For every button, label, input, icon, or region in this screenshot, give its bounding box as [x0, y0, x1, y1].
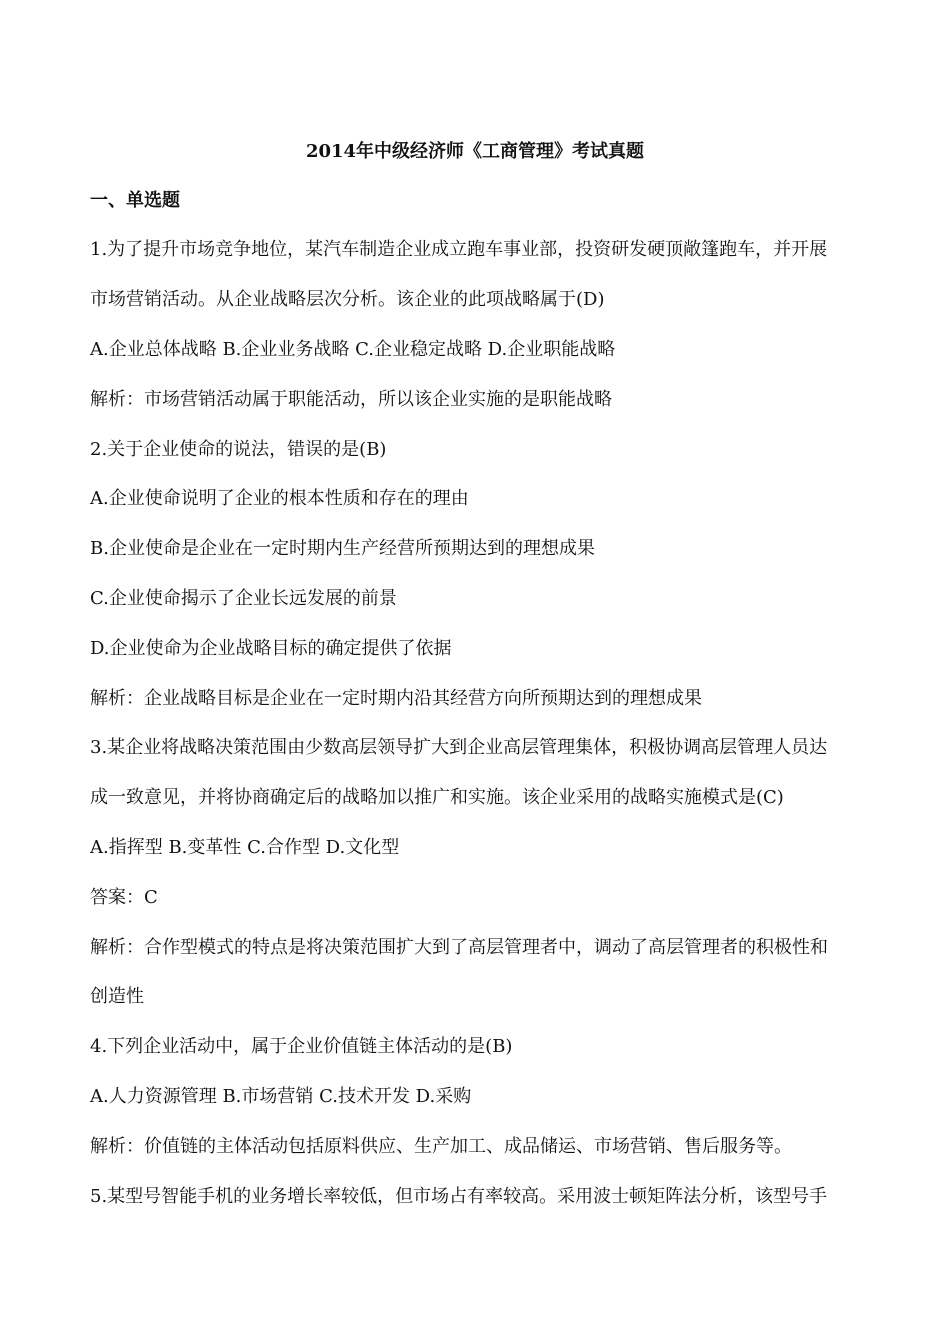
question-1-explanation: 解析：市场营销活动属于职能活动，所以该企业实施的是职能战略 — [90, 389, 612, 410]
section-heading: 一、单选题 — [90, 190, 180, 211]
question-3-explanation-line-2: 创造性 — [90, 986, 144, 1007]
question-3-options: A.指挥型 B.变革性 C.合作型 D.文化型 — [90, 837, 400, 858]
question-4-options: A.人力资源管理 B.市场营销 C.技术开发 D.采购 — [90, 1086, 472, 1107]
question-1-options: A.企业总体战略 B.企业业务战略 C.企业稳定战略 D.企业职能战略 — [90, 339, 616, 360]
question-3-answer: 答案：C — [90, 887, 158, 908]
question-1-line-2: 市场营销活动。从企业战略层次分析。该企业的此项战略属于(D) — [90, 289, 605, 310]
question-4-stem: 4.下列企业活动中，属于企业价值链主体活动的是(B) — [90, 1036, 513, 1057]
question-2-option-a: A.企业使命说明了企业的根本性质和存在的理由 — [90, 488, 469, 509]
question-3-line-1: 3.某企业将战略决策范围由少数高层领导扩大到企业高层管理集体，积极协调高层管理人员达 — [90, 737, 828, 758]
question-2-explanation: 解析：企业战略目标是企业在一定时期内沿其经营方向所预期达到的理想成果 — [90, 688, 702, 709]
question-2-option-c: C.企业使命揭示了企业长远发展的前景 — [90, 588, 397, 609]
question-2-stem: 2.关于企业使命的说法，错误的是(B) — [90, 439, 387, 460]
question-2-option-b: B.企业使命是企业在一定时期内生产经营所预期达到的理想成果 — [90, 538, 595, 559]
question-3-explanation-line-1: 解析：合作型模式的特点是将决策范围扩大到了高层管理者中，调动了高层管理者的积极性和 — [90, 937, 828, 958]
question-5-stem: 5.某型号智能手机的业务增长率较低，但市场占有率较高。采用波士顿矩阵法分析，该型号手 — [90, 1186, 828, 1207]
question-1-line-1: 1.为了提升市场竞争地位，某汽车制造企业成立跑车事业部，投资研发硬顶敞篷跑车，并开展 — [90, 239, 828, 260]
question-4-explanation: 解析：价值链的主体活动包括原料供应、生产加工、成品储运、市场营销、售后服务等。 — [90, 1136, 792, 1157]
question-2-option-d: D.企业使命为企业战略目标的确定提供了依据 — [90, 638, 452, 659]
document-title: 2014年中级经济师《工商管理》考试真题 — [305, 141, 645, 162]
question-3-line-2: 成一致意见，并将协商确定后的战略加以推广和实施。该企业采用的战略实施模式是(C) — [90, 787, 784, 808]
